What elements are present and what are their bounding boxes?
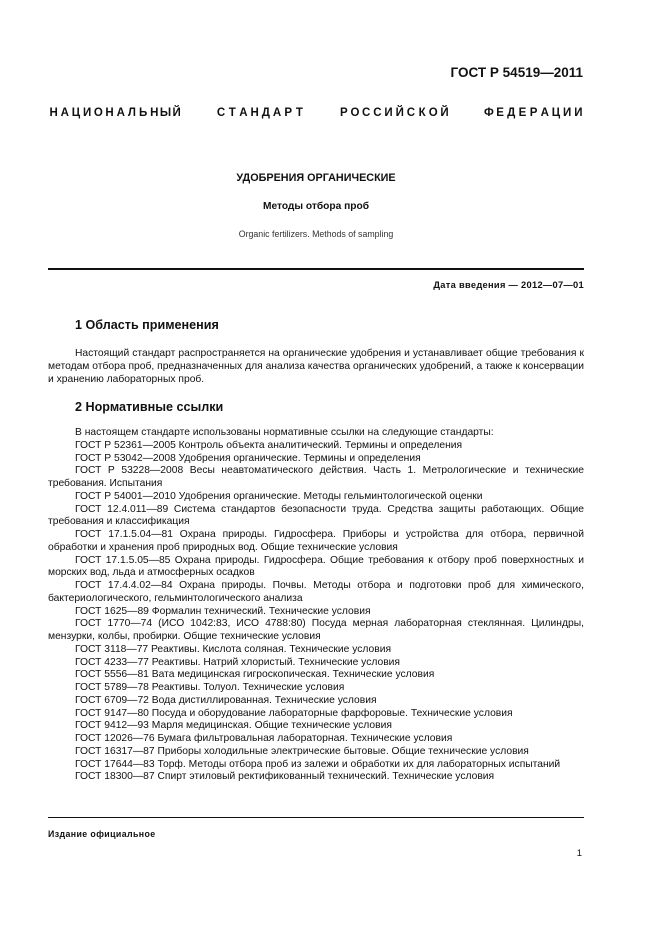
reference-item: ГОСТ 9412—93 Марля медицинская. Общие технические условия: [75, 720, 392, 732]
footer-divider: [48, 817, 584, 818]
document-title: УДОБРЕНИЯ ОРГАНИЧЕСКИЕ: [236, 172, 396, 184]
section-1-heading: 1 Область применения: [75, 318, 219, 332]
introduction-date: Дата введения — 2012—07—01: [433, 280, 584, 290]
reference-item: ГОСТ Р 52361—2005 Контроль объекта аналитический. Термины и определения: [75, 439, 463, 451]
section-2-heading: 2 Нормативные ссылки: [75, 400, 224, 414]
reference-item: ГОСТ Р 54001—2010 Удобрения органические. Методы гельминтологической оценки: [75, 490, 483, 502]
reference-item: ГОСТ Р 53042—2008 Удобрения органические. Термины и определения: [75, 452, 421, 464]
section-1-body: Настоящий стандарт распространяется на органические удобрения и устанавливает общие требования к методам отбора проб, предназначенных для анализа качества органических удобрений, а также к консервации и хранению лабораторных проб.: [48, 348, 584, 385]
banner-word-3: Р О С С И Й С К О Й: [339, 107, 449, 119]
section-1-text: [48, 347, 584, 386]
national-standard-banner: [48, 107, 584, 119]
reference-item: ГОСТ 18300—87 Спирт этиловый ректификованный технический. Технические условия: [75, 771, 495, 783]
reference-item: ГОСТ 17.1.5.05—85 Охрана природы. Гидросфера. Общие требования к отбору проб поверхностных и морских вод, льда и атмосферных осадков: [48, 554, 584, 579]
reference-item: ГОСТ 16317—87 Приборы холодильные электрические бытовые. Общие технические условия: [75, 745, 529, 757]
references-lead: В настоящем стандарте использованы нормативные ссылки на следующие стандарты:: [75, 427, 494, 438]
reference-item: ГОСТ 9147—80 Посуда и оборудование лабораторные фарфоровые. Технические условия: [75, 707, 513, 719]
gost-code: ГОСТ Р 54519—2011: [450, 65, 583, 80]
header-divider: [48, 268, 584, 270]
reference-item: ГОСТ 17644—83 Торф. Методы отбора проб из залежи и обработки их для лабораторных испытаний: [75, 758, 561, 770]
reference-item: ГОСТ 5556—81 Вата медицинская гигроскопическая. Технические условия: [75, 669, 435, 681]
reference-item: ГОСТ 4233—77 Реактивы. Натрий хлористый. Технические условия: [75, 656, 400, 668]
banner-word-4: Ф Е Д Е Р А Ц И И: [483, 107, 583, 119]
reference-item: ГОСТ 17.4.4.02—84 Охрана природы. Почвы. Методы отбора и подготовки проб для химического, бактериологического, гельминтологического анализа: [48, 580, 584, 604]
reference-item: ГОСТ Р 53228—2008 Весы неавтоматического действия. Часть 1. Метрологические и технические требования. Испытания: [48, 465, 584, 489]
official-edition-label: Издание официальное: [48, 829, 156, 839]
reference-item: ГОСТ 1625—89 Формалин технический. Технические условия: [75, 605, 371, 617]
banner-word-2: С Т А Н Д А Р Т: [216, 107, 303, 119]
english-title: Organic fertilizers. Methods of sampling: [238, 229, 394, 239]
reference-item: ГОСТ 5789—78 Реактивы. Толуол. Технические условия: [75, 682, 345, 693]
reference-item: ГОСТ 1770—74 (ИСО 1042:83, ИСО 4788:80) Посуда мерная лабораторная стеклянная. Цилиндры, мензурки, колбы, пробирки. Общие технические условия: [48, 618, 584, 642]
reference-item: ГОСТ 6709—72 Вода дистиллированная. Технические условия: [75, 694, 377, 706]
reference-item: ГОСТ 12.4.011—89 Система стандартов безопасности труда. Средства защиты работающих. Общие требования и классификация: [48, 503, 584, 528]
reference-item: ГОСТ 17.1.5.04—81 Охрана природы. Гидросфера. Приборы и устройства для отбора, первичной обработки и хранения проб природных вод. Общие технические условия: [48, 529, 584, 553]
page-number: 1: [576, 848, 582, 859]
normative-references: [48, 427, 584, 784]
reference-item: ГОСТ 12026—76 Бумага фильтровальная лабораторная. Технические условия: [75, 733, 453, 744]
banner-word-1: Н А Ц И О Н А Л Ь Н Ы Й: [49, 107, 181, 119]
reference-item: ГОСТ 3118—77 Реактивы. Кислота соляная. Технические условия: [75, 643, 392, 655]
document-subtitle: Методы отбора проб: [262, 201, 370, 212]
